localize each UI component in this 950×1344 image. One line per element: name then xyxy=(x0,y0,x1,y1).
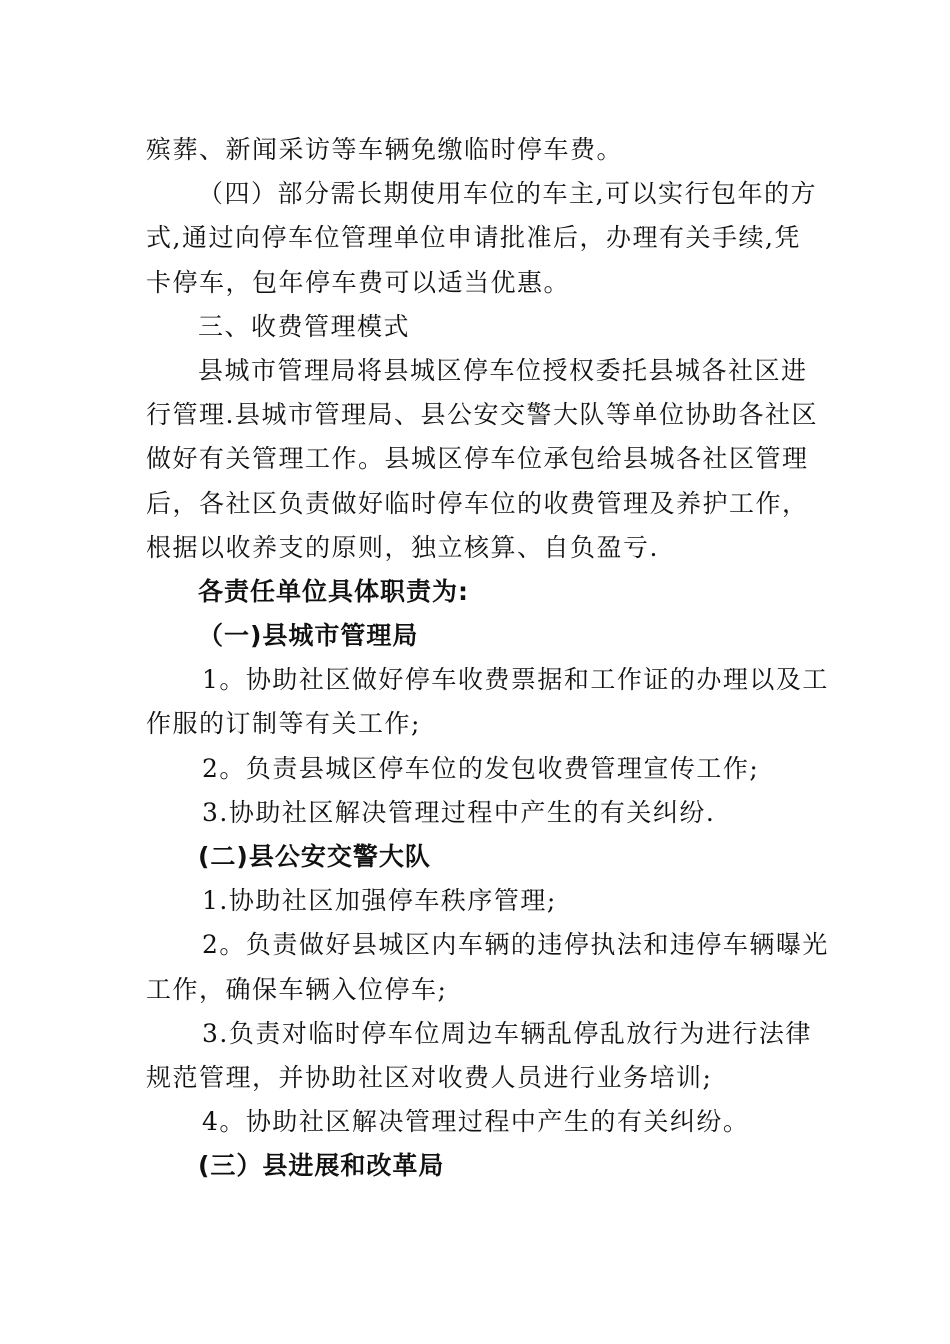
paragraph-line: 行管理.县城市管理局、县公安交警大队等单位协助各社区 xyxy=(146,400,818,430)
list-item: 2。负责做好县城区内车辆的违停执法和违停车辆曝光 xyxy=(202,930,829,960)
paragraph-line: 式,通过向停车位管理单位申请批准后，办理有关手续,凭 xyxy=(146,223,801,253)
paragraph-line: 根据以收养支的原则，独立核算、自负盈亏. xyxy=(146,532,659,562)
list-item: 1。协助社区做好停车收费票据和工作证的办理以及工 xyxy=(202,665,829,695)
paragraph-line: 规范管理，并协助社区对收费人员进行业务培训; xyxy=(146,1062,713,1092)
paragraph-line: 殡葬、新闻采访等车辆免缴临时停车费。 xyxy=(146,135,624,164)
subsection-heading: （一)县城市管理局 xyxy=(198,621,419,651)
subsection-heading: (二)县公安交警大队 xyxy=(198,842,431,871)
list-item: 4。协助社区解决管理过程中产生的有关纠纷。 xyxy=(202,1107,750,1137)
paragraph-line: （四）部分需长期使用车位的车主,可以实行包年的方 xyxy=(198,179,817,209)
subsection-heading: (三）县进展和改革局 xyxy=(198,1151,445,1181)
list-item: 2。负责县城区停车位的发包收费管理宣传工作; xyxy=(202,753,760,783)
paragraph-line: 做好有关管理工作。县城区停车位承包给县城各社区管理 xyxy=(146,444,809,474)
document-body xyxy=(146,128,829,1189)
paragraph-line: 工作，确保车辆入位停车; xyxy=(146,974,448,1004)
section-heading: 三、收费管理模式 xyxy=(198,311,411,341)
paragraph-line: 县城市管理局将县城区停车位授权委托县城各社区进 xyxy=(198,355,808,385)
paragraph-line: 后，各社区负责做好临时停车位的收费管理及养护工作， xyxy=(146,488,809,518)
list-item: 3.负责对临时停车位周边车辆乱停乱放行为进行法律 xyxy=(202,1018,812,1048)
list-item: 1.协助社区加强停车秩序管理; xyxy=(202,886,557,916)
paragraph-line: 卡停车，包年停车费可以适当优惠。 xyxy=(146,267,571,297)
paragraph-line: 作服的订制等有关工作; xyxy=(146,709,421,739)
list-item: 3.协助社区解决管理过程中产生的有关纠纷. xyxy=(202,797,716,827)
responsibilities-heading: 各责任单位具体职责为: xyxy=(198,576,469,606)
